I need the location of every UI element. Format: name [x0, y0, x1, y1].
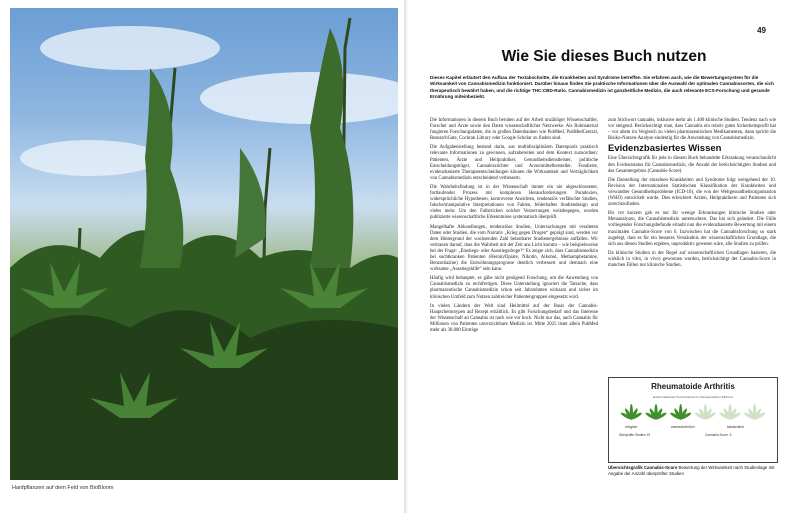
studies-count: Überprüfte Studien 19	[619, 433, 651, 437]
figure-caption-text: Bewertung der Wirksamkeit nach Studienlage mit Angabe der Anzahl überprüfter Studien	[608, 465, 775, 476]
page-title: Wie Sie dieses Buch nutzen	[501, 48, 707, 65]
score-leaf-icon	[719, 404, 741, 420]
paragraph: Die Wahrheitsfindung ist in der Wissenschaft immer ein nie abgeschlossener, fortlaufender Prozess mit komplexen Herausforderungen: Paradoxien, widersprüchliche Hypothesen, kontroverse Ansichten, tendenziös verfälschte Studien, falsche/manipulative Interpretationen von Fakten, fehlerhaftes Studiendesign und vieles mehr. Um den Fallstricken solcher Verzerrungen weitsbegegen, wurden publizierte wissenschaftliche Erkenntnisse systematisch überprüft.	[430, 184, 598, 221]
hemp-field-photo	[10, 8, 398, 480]
paragraph: Mangelhafte Abhandlungen, tendenziöse Studien, Untersuchungen mit veralteten Daten oder Studien, die vom Narrativ „Krieg gegen Drogen“ geprägt sind, werden vor dem Hintergrund der wachsenden Zahl belastbarer Studienergebnisse auffallen. Wir vertrauen darauf, dass die Wahrheit mit der Zeit ans Licht kommt – wie beispielsweise bei der Frage: „Einstiegs- oder Ausstiegsdroge?“ Es zeigte sich, dass Cannabismedizin bei suchtkranken Patienten (Heroin/Opiate, Nikotin, Alkohol, Methamphetamine, Benzodiazine) die Entwöhnungsprognose deutlich verbessert und demnach eine wirksame „Ausstiegshilfe“ sein kann.	[430, 224, 598, 273]
score-leaf-icon	[645, 404, 667, 420]
figure-subtitle: Evidenzbasierter Kenntnisstand zu therapeutischer Effizienz	[653, 395, 733, 399]
paragraph: Eine Übersichtsgrafik für jede in diesem Buch behandelte Erkrankung veranschaulicht den Evidenzstatus für Cannabismedizin, die Anzahl der berücksichtigten Studien und das Gesamtergebnis (Cannabis-Score).	[608, 156, 776, 174]
paragraph: In vielen Ländern der Welt sind Heilmittel auf der Basis der Cannabis-Hauptchemotypen auf Rezept erhältlich. Es gibt Forschungsbedarf und das Interesse der Wissenschaft an Cannabis ist nach wie vor hoch. Nicht nur das, auch Cannabis für Millionen von Patienten unverzichtbare Medizin ist. Mitte 2025 listet allein PubMed mehr als 38.000 Einträge	[430, 303, 598, 333]
page-number: 49	[757, 26, 766, 35]
paragraph: Die Aufgabenstellung bestand darin, aus multidisziplinären Datenpools praktisch relevante Informationen zu gewinnen, aufzubereiten und dem Kontext zuzuordnen: Patienten, Ärzte und Heilpraktiker, Gesundheitsdienstleister, politische Entscheidungsträger, Cannabiszüchter und Arzneimittelhersteller. Fundierte, evidenzbasierte Therapieentscheidungen können die Wirksamkeit und Verträglichkeit von Cannabismedizin entscheidend verbessern.	[430, 145, 598, 181]
text-column-left	[430, 118, 598, 337]
scale-label-high: tatsächlich	[727, 425, 744, 429]
paragraph: Häufig wird behauptet, es gäbe nicht genügend Forschung, um die Anwendung von Cannabismedizin zu rechtfertigen. Diese Unterstellung ignoriert die Tatsache, dass pharmazeutische Cannabismedizin schon seit Jahrzehnten wirksam und sicher im klinischen Umfeld zum Nutzen zahlreicher Patientengruppen eingesetzt wird.	[430, 276, 598, 300]
paragraph: Die Informationen in diesem Buch beruhen auf der Arbeit unzähliger Wissenschaftler, Forscher und Ärzte sowie den Daten wissenschaftlicher Netzwerke. Als Rohmaterial fungieren Forschungsdaten, die in großen Datenbanken wie PubMed, PubMedCentral, ResearchGate, Cochran Library oder Google Scholar zu finden sind.	[430, 118, 598, 142]
cannabis-score: Cannabis-Score: 3	[705, 433, 732, 437]
scale-label-mid: wahrscheinlich	[671, 425, 695, 429]
intro-paragraph: Dieses Kapitel erläutert den Aufbau der Textabschnitte, die Krankheiten und Syndrome betreffen. Sie erfahren auch, wie die Bewertungssystem für die Wirksamkeit von Cannabismedizin funktioniert. Darüber hinaus finden Sie praktische Informationen über die Auswahl der optimalen Cannabissorten, die sich therapeutisch bewährt haben, und die richtige THC:CBD-Ratio. Cannabismedizin ist ganzheitliche Medizin, die auch relevante ECS-Forschung und gesunde Ernährung miteinbezieht.	[430, 75, 774, 100]
score-leaf-icon	[743, 404, 765, 420]
paragraph: Die Darstellung der einzelnen Krankheiten und Syndrome folgt weitgehend der 10. Revision der Internationalen Statistischen Klassifikation der Krankheiten und verwandter Gesundheitsprobleme (ICD-10), die von der Weltgesundheitsorganisation (WHO) entwickelt wurde. Dies erleichtert Ärzten, Heilpraktikern und Patienten sich zurechtzufinden.	[608, 177, 776, 208]
paragraph: Da klinische Studien in der Regel auf wissenschaftlichen Grundlagen basieren, die wirklich in vitro, in vivo) gewonnen wurden, berücksichtigt der Cannabis-Score in manchen Fällen nur klinische Studien.	[608, 250, 776, 268]
cannabis-score-figure	[608, 377, 778, 463]
hemp-plants-illustration	[10, 8, 398, 480]
paragraph: Bis vor kurzem gab es nur für wenige Erkrankungen klinische Studien oder Metaanalysen, die Cannabismedizin untersuchten. Das hat sich geändert. Die Fülle vorliegender Forschungsbefunde erlaubt nun die evidenzbasierte Bewertung mit einem maximalen Cannabis-Score von 6. Inzwischen hat die Cannabisforschung so stark zugelegt, dass es für ein besseres Verständnis der wissenschaftlichen Grundlage, die sich aus diesen Studien ergeben, unproduktiv gewesen wäre, alle Studien zu prüfen.	[608, 211, 776, 247]
text-column-right	[608, 118, 776, 272]
photo-caption: Hanfpflanzen auf dem Feld von BioBloom	[12, 485, 114, 491]
paragraph: zum Stichwort cannabis, inklusive mehr als 1.400 klinische Studien. Tendenz nach wie vor steigend. Berücksichtigt man, dass Cannabis ein relativ gutes Sicherheitsprofil hat – vor allem im Vergleich zu vielen pharmazeutischen Medikamenten, dann spricht die Risiko-Nutzen-Analyse eindeutig für die Anwendung von Cannabismedizin.	[608, 118, 776, 142]
section-heading: Evidenzbasiertes Wissen	[608, 143, 722, 155]
figure-caption	[608, 465, 776, 477]
figure-title: Rheumatoide Arthritis	[651, 382, 735, 391]
score-leaf-icon	[669, 404, 691, 420]
score-leaf-row	[619, 402, 767, 422]
scale-label-low: möglich	[625, 425, 638, 429]
score-leaf-icon	[694, 404, 716, 420]
figure-caption-bold: Übersichtsgrafik Cannabis-Score	[608, 465, 678, 470]
right-page	[408, 0, 800, 513]
score-leaf-icon	[620, 404, 642, 420]
